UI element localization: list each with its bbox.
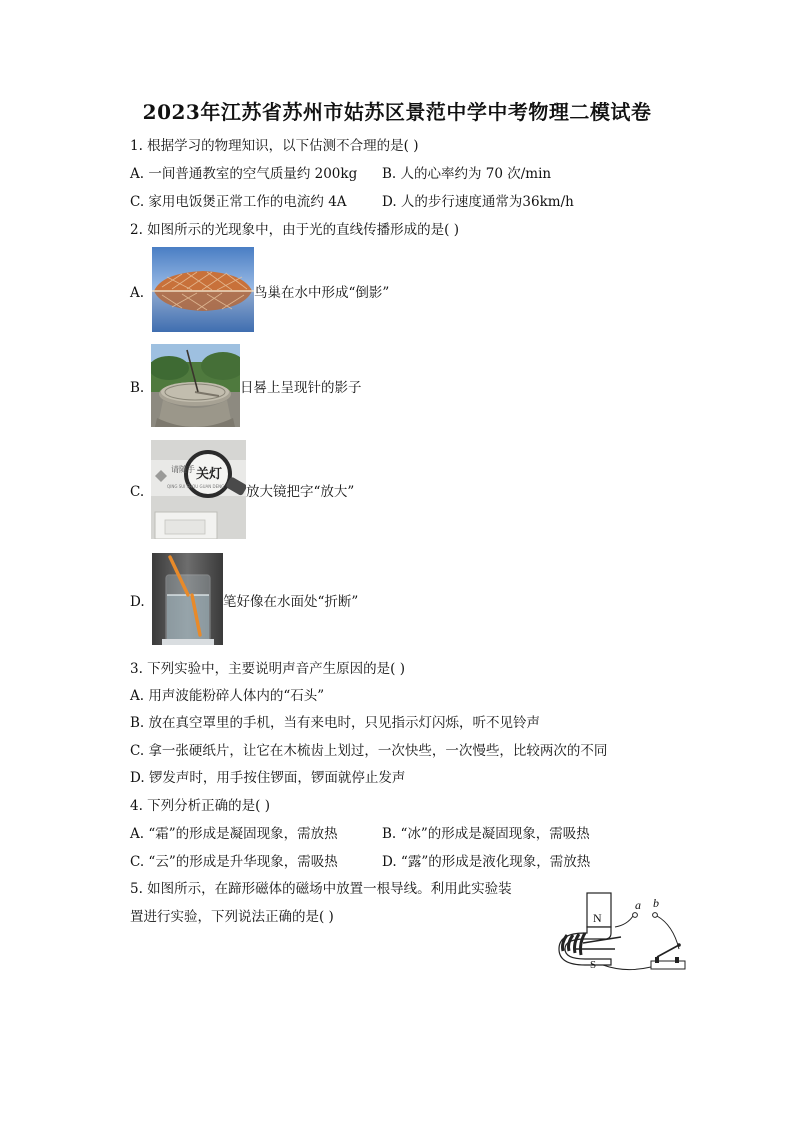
question-5-stem-line-2: 置进行实验，下列说法正确的是( ): [130, 909, 334, 925]
magnet-south-label: S: [590, 959, 597, 971]
magnet-north-label: N: [593, 911, 602, 925]
question-4-option-d: D. “露”的形成是液化现象，需放热: [382, 854, 591, 870]
sign-big-text: 关灯: [196, 467, 223, 482]
question-1-option-d: D. 人的步行速度通常为36km/h: [382, 194, 574, 210]
question-1-option-b: B. 人的心率约为 70 次/min: [382, 166, 552, 182]
sign-pinyin-text: QING SUI SHOU GUAN DENG: [167, 484, 225, 489]
question-4-option-c: C. “云”的形成是升华现象，需吸热: [130, 854, 338, 870]
birds-nest-reflection-photo: [152, 247, 254, 332]
question-2-option-c-text: 放大镜把字“放大”: [246, 484, 355, 500]
terminal-b-label: b: [653, 896, 659, 910]
question-2-option-d-text: 笔好像在水面处“折断”: [223, 594, 359, 610]
question-3-option-c: C. 拿一张硬纸片，让它在木梳齿上划过，一次快些，一次慢些，比较两次的不同: [130, 743, 608, 759]
question-4-stem: 4. 下列分析正确的是( ): [130, 798, 270, 814]
question-2-option-a-label: A.: [130, 285, 145, 301]
question-1-stem: 1. 根据学习的物理知识，以下估测不合理的是( ): [130, 138, 419, 154]
sign-small-text: 请随手: [171, 465, 195, 474]
question-1-option-c: C. 家用电饭煲正常工作的电流约 4A: [130, 194, 347, 210]
question-5-stem-line-1: 5. 如图所示，在蹄形磁体的磁场中放置一根导线。利用此实验装: [130, 881, 512, 897]
question-3-option-d: D. 锣发声时，用手按住锣面，锣面就停止发声: [130, 770, 406, 786]
question-2-option-b-label: B.: [130, 380, 145, 396]
magnet-circuit-diagram: [555, 885, 695, 975]
question-2-option-a-text: 鸟巢在水中形成“倒影”: [254, 285, 390, 301]
question-1-option-a: A. 一间普通教室的空气质量约 200kg: [130, 166, 358, 182]
question-2-option-c-label: C.: [130, 484, 145, 500]
question-2-option-d-label: D.: [130, 594, 145, 610]
question-2-stem: 2. 如图所示的光现象中，由于光的直线传播形成的是( ): [130, 222, 459, 238]
terminal-a-label: a: [635, 898, 641, 912]
page-title: 2023年江苏省苏州市姑苏区景范中学中考物理二模试卷: [142, 100, 652, 124]
question-4-option-a: A. “霜”的形成是凝固现象，需放热: [130, 826, 338, 842]
question-3-stem: 3. 下列实验中，主要说明声音产生原因的是( ): [130, 661, 405, 677]
question-3-option-a: A. 用声波能粉碎人体内的“石头”: [130, 688, 325, 704]
pencil-in-water-photo: [152, 553, 223, 645]
question-2-option-b-text: 日晷上呈现针的影子: [240, 380, 362, 396]
magnifier-photo: [151, 440, 246, 539]
question-3-option-b: B. 放在真空罩里的手机，当有来电时，只见指示灯闪烁，听不见铃声: [130, 715, 541, 731]
sundial-photo: [151, 344, 240, 427]
question-4-option-b: B. “冰”的形成是凝固现象，需吸热: [382, 826, 590, 842]
